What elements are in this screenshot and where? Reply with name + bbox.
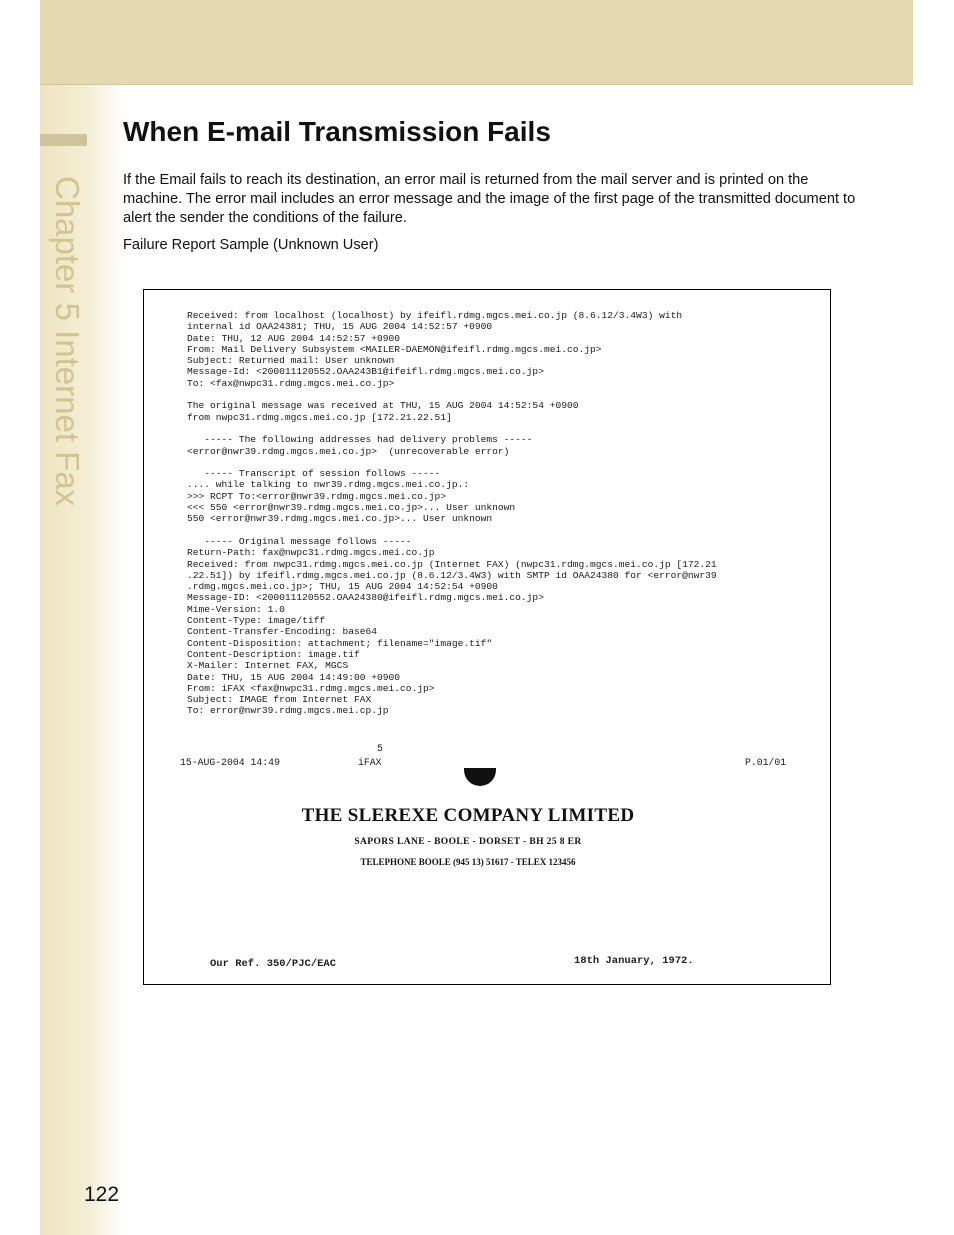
mail-line: Mime-Version: 1.0 xyxy=(187,603,285,615)
mail-line xyxy=(187,423,817,434)
mail-line: Received: from localhost (localhost) by ifeifl.rdmg.mgcs.mei.co.jp (8.6.12/3.4W3) with xyxy=(187,310,683,321)
mail-line xyxy=(187,457,817,468)
mail-line: ----- Transcript of session follows ----- xyxy=(187,468,441,480)
letter-date: 18th January, 1972. xyxy=(574,955,694,967)
mail-line: from nwpc31.rdmg.mgcs.mei.co.jp [172.21.22.51] xyxy=(187,411,452,423)
mail-line: Content-Disposition: attachment; filename="image.tif" xyxy=(187,637,493,649)
company-logo-icon xyxy=(464,768,496,786)
chapter-label: Chapter 5 Internet Fax xyxy=(49,176,86,507)
mail-line: From: Mail Delivery Subsystem <MAILER-DAEMON@ifeifl.rdmg.mgcs.mei.co.jp> xyxy=(187,343,602,355)
intro-paragraph: If the Email fails to reach its destination, an error mail is returned from the mail server and is printed on the machine. The error mail includes an error message and the image of the first page of the transmitted document to alert the sender the conditions of the failure. xyxy=(123,172,856,226)
mail-line: ----- Original message follows ----- xyxy=(187,535,412,547)
mail-line: Received: from nwpc31.rdmg.mgcs.mei.co.jp (Internet FAX) (nwpc31.rdmg.mgcs.mei.co.jp [172.21 xyxy=(187,558,717,570)
mail-line: Subject: Returned mail: User unknown xyxy=(187,355,395,367)
mail-line: Content-Description: image.tif xyxy=(187,648,360,660)
mail-line: Content-Transfer-Encoding: base64 xyxy=(187,626,377,638)
letter-reference: Our Ref. 350/PJC/EAC xyxy=(210,958,337,970)
mail-line: Return-Path: fax@nwpc31.rdmg.mgcs.mei.co.jp xyxy=(187,547,435,559)
company-address: SAPORS LANE - BOOLE - DORSET - BH 25 8 ER xyxy=(354,837,582,847)
failure-report-sample xyxy=(143,289,831,985)
mail-line: .rdmg.mgcs.mei.co.jp>; THU, 15 AUG 2004 14:52:54 +0900 xyxy=(187,581,498,593)
sidebar-marker xyxy=(40,134,87,146)
mail-line: Message-ID: <200011120552.OAA24380@ifeifl.rdmg.mgcs.mei.co.jp> xyxy=(187,592,544,604)
fax-pages: P.01/01 xyxy=(745,757,787,768)
mail-line xyxy=(187,525,817,536)
page-number: 122 xyxy=(84,1183,120,1206)
page-title: When E-mail Transmission Fails xyxy=(123,116,551,147)
mail-line: The original message was received at THU, 15 AUG 2004 14:52:54 +0900 xyxy=(187,400,579,412)
mail-line: .22.51]) by ifeifl.rdmg.mgcs.mei.co.jp (8.6.12/3.4W3) with SMTP id OAA24380 for <error@nwr39 xyxy=(187,569,717,581)
mail-line: From: iFAX <fax@nwpc31.rdmg.mgcs.mei.co.jp> xyxy=(187,682,435,694)
mail-line: ----- The following addresses had delivery problems ----- xyxy=(187,434,533,446)
mail-line: >>> RCPT To:<error@nwr39.rdmg.mgcs.mei.co.jp> xyxy=(187,490,447,502)
mail-line: Date: THU, 12 AUG 2004 14:52:57 +0900 xyxy=(187,332,401,344)
company-name: THE SLEREXE COMPANY LIMITED xyxy=(301,805,635,826)
mail-line: internal id OAA24381; THU, 15 AUG 2004 14:52:57 +0900 xyxy=(187,321,493,333)
sample-caption: Failure Report Sample (Unknown User) xyxy=(123,237,379,253)
mail-line: Date: THU, 15 AUG 2004 14:49:00 +0900 xyxy=(187,671,401,683)
mail-line: Subject: IMAGE from Internet FAX xyxy=(187,694,372,706)
mail-line: To: <fax@nwpc31.rdmg.mgcs.mei.co.jp> xyxy=(187,377,395,389)
fax-date: 15-AUG-2004 14:49 xyxy=(180,757,280,768)
mail-line: To: error@nwr39.rdmg.mgcs.mei.cp.jp xyxy=(187,705,389,717)
mail-line xyxy=(187,389,817,400)
mail-line: <<< 550 <error@nwr39.rdmg.mgcs.mei.co.jp>... User unknown xyxy=(187,502,516,514)
mail-line: <error@nwr39.rdmg.mgcs.mei.co.jp> (unrecoverable error) xyxy=(187,445,510,457)
mail-line: .... while talking to nwr39.rdmg.mgcs.mei.co.jp.: xyxy=(187,479,470,491)
mail-line: Content-Type: image/tiff xyxy=(187,615,326,627)
fax-sender: iFAX xyxy=(358,757,382,768)
mail-line: 550 <error@nwr39.rdmg.mgcs.mei.co.jp>... User unknown xyxy=(187,513,493,525)
error-mail-text xyxy=(187,310,817,717)
fax-page-number: 5 xyxy=(377,743,383,754)
header-band xyxy=(40,0,913,85)
company-phone: TELEPHONE BOOLE (945 13) 51617 - TELEX 123456 xyxy=(360,857,576,867)
mail-line: Message-Id: <200011120552.OAA243B1@ifeifl.rdmg.mgcs.mei.co.jp> xyxy=(187,366,544,378)
mail-line: X-Mailer: Internet FAX, MGCS xyxy=(187,660,349,672)
